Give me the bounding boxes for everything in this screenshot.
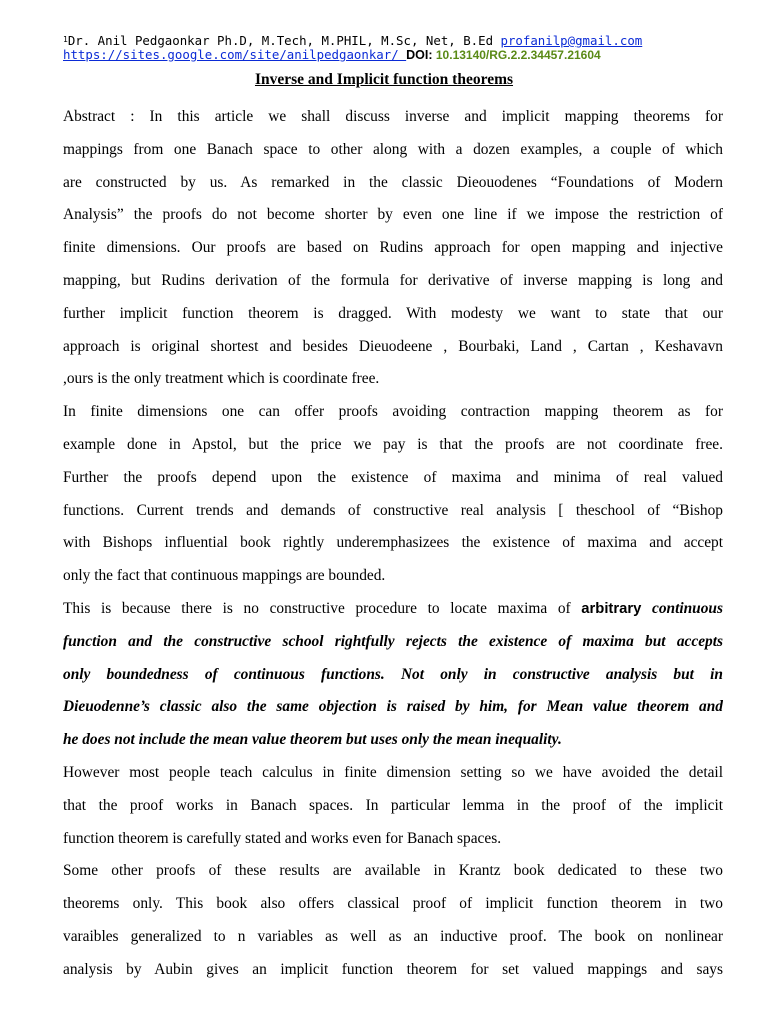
arbitrary-word: arbitrary [581, 600, 642, 617]
body-line: ,ours is the only treatment which is coordinate free. [63, 370, 380, 388]
doi-value: 10.13140/RG.2.2.34457.21604 [432, 48, 601, 62]
italic-body-line: he does not include the mean value theorem but uses only the mean inequality. [63, 731, 562, 749]
body-line: example done in Apstol, but the price we pay is that the proofs are not coordinate free. [63, 435, 723, 453]
body-line: mappings from one Banach space to other along with a dozen examples, a couple of which [63, 140, 723, 158]
body-line: varaibles generalized to n variables as well as an inductive proof. The book on nonlinear [63, 927, 723, 945]
body-line: that the proof works in Banach spaces. In particular lemma in the proof of the implicit [63, 796, 723, 814]
line-text-pre: This is because there is no constructive procedure to locate maxima of [63, 599, 582, 617]
header-line-1 [63, 33, 743, 48]
body-line-mixed [63, 593, 723, 626]
body-line: analysis by Aubin gives an implicit function theorem for set valued mappings and says [63, 960, 723, 978]
author-email-link[interactable]: profanilp@gmail.com [500, 33, 643, 48]
body-line: are constructed by us. As remarked in the classic Dieouodenes “Foundations of Modern [63, 173, 723, 191]
page-header [63, 33, 743, 62]
header-line-2 [63, 48, 743, 62]
body-line: with Bishops influential book rightly underemphasizees the existence of maxima and accept [63, 534, 723, 552]
body-line: Some other proofs of these results are available in Krantz book dedicated to these two [63, 862, 723, 880]
body-line: functions. Current trends and demands of constructive real analysis [ theschool of “Bishop [63, 501, 723, 519]
line-text-post: continuous [641, 599, 723, 617]
italic-body-line: function and the constructive school rightfully rejects the existence of maxima but accepts [63, 632, 723, 650]
italic-body-line: only boundedness of continuous functions. Not only in constructive analysis but in [63, 665, 723, 683]
document-title: Inverse and Implicit function theorems [254, 71, 514, 88]
italic-body-line: Dieuodenne’s classic also the same objection is raised by him, for Mean value theorem and [63, 698, 723, 716]
document-body [63, 101, 723, 987]
body-line: Analysis” the proofs do not become shorter by even one line if we impose the restriction of [63, 206, 723, 224]
body-line: theorems only. This book also offers classical proof of implicit function theorem in two [63, 895, 723, 913]
body-line: However most people teach calculus in finite dimension setting so we have avoided the detail [63, 763, 723, 781]
body-line: further implicit function theorem is dragged. With modesty we want to state that our [63, 304, 723, 322]
author-site-link[interactable]: https://sites.google.com/site/anilpedgaonkar/ [63, 47, 407, 62]
author-credentials: Dr. Anil Pedgaonkar Ph.D, M.Tech, M.PHIL, M.Sc, Net, B.Ed [67, 33, 501, 48]
body-line: function theorem is carefully stated and works even for Banach spaces. [63, 829, 502, 847]
footnote-marker: 1 [63, 35, 68, 44]
doi-label: DOI: [406, 48, 433, 62]
body-line: Abstract : In this article we shall discuss inverse and implicit mapping theorems for [63, 108, 723, 125]
body-line: finite dimensions. Our proofs are based on Rudins approach for open mapping and injective [63, 239, 723, 257]
body-line: approach is original shortest and besides Dieuodeene , Bourbaki, Land , Cartan , Keshavavn [63, 337, 723, 355]
body-line: mapping, but Rudins derivation of the formula for derivative of inverse mapping is long and [63, 271, 723, 289]
body-line: In finite dimensions one can offer proofs avoiding contraction mapping theorem as for [63, 403, 723, 421]
body-line: only the fact that continuous mappings are bounded. [63, 567, 386, 585]
body-line: Further the proofs depend upon the existence of maxima and minima of real valued [63, 468, 723, 486]
